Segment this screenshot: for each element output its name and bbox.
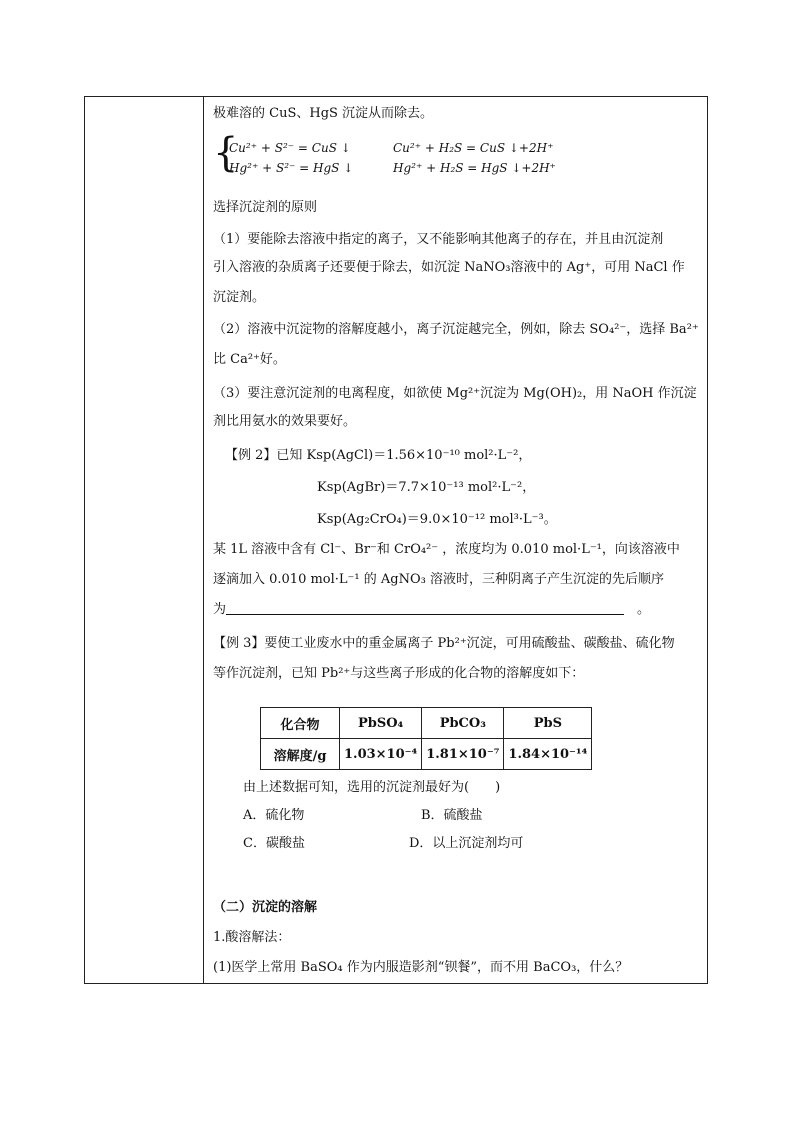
- lesson-table: [84, 96, 708, 984]
- option-d[interactable]: D．以上沉淀剂均可: [409, 836, 524, 851]
- section-title: （二）沉淀的溶解: [213, 900, 318, 915]
- example2-line4: 某 1L 溶液中含有 Cl⁻、Br⁻和 CrO₄²⁻ ，浓度均为 0.010 mol·L⁻¹，向该溶液中: [213, 542, 680, 557]
- example3-line2: 等作沉淀剂，已知 Pb²⁺与这些离子形成的化合物的溶解度如下：: [213, 666, 585, 681]
- example2-line6: [213, 601, 650, 619]
- table-cell: 1.81×10⁻⁷: [422, 739, 504, 770]
- question-text: 由上述数据可知，选用的沉淀剂最好为( ): [243, 780, 501, 795]
- principle-line: 剂比用氨水的效果要好。: [213, 414, 357, 429]
- example2-line1: 【例 2】已知 Ksp(AgCl)＝1.56×10⁻¹⁰ mol²·L⁻²，: [225, 448, 532, 463]
- option-c[interactable]: C．碳酸盐: [243, 836, 305, 851]
- equation-brace: {: [213, 130, 239, 176]
- principle-line: 引入溶液的杂质离子还要便于除去，如沉淀 NaNO₃溶液中的 Ag⁺，可用 NaCl 作: [213, 260, 685, 275]
- principle-title: 选择沉淀剂的原则: [213, 200, 318, 215]
- equation-row1-right: Cu²⁺ + H₂S = CuS ↓+2H⁺: [393, 141, 554, 155]
- intro-line: 极难溶的 CuS、HgS 沉淀从而除去。: [213, 106, 434, 121]
- principle-line: 沉淀剂。: [213, 290, 266, 305]
- example2-line5: 逐滴加入 0.010 mol·L⁻¹ 的 AgNO₃ 溶液时，三种阴离子产生沉淀的先后顺序: [213, 572, 664, 587]
- answer-prefix: 为: [213, 602, 227, 617]
- table-row: [261, 708, 592, 739]
- content-cell: [213, 97, 697, 983]
- answer-blank[interactable]: [226, 602, 624, 615]
- equation-row1-left: Cu²⁺ + S²⁻ = CuS ↓: [229, 141, 351, 155]
- table-cell: 1.84×10⁻¹⁴: [504, 739, 592, 770]
- method-question: (1)医学上常用 BaSO₄ 作为内服造影剂“钡餐”，而不用 BaCO₃，什么？: [213, 960, 629, 975]
- principle-line: （1）要能除去溶液中指定的离子，又不能影响其他离子的存在，并且由沉淀剂: [213, 232, 664, 247]
- table-cell: 溶解度/g: [261, 739, 340, 770]
- principle-line: （3）要注意沉淀剂的电离程度，如欲使 Mg²⁺沉淀为 Mg(OH)₂，用 NaOH 作沉淀: [213, 386, 697, 401]
- left-column-cell: [85, 97, 204, 983]
- principle-line: （2）溶液中沉淀物的溶解度越小，离子沉淀越完全，例如，除去 SO₄²⁻，选择 Ba²⁺: [213, 322, 699, 337]
- solubility-table: [260, 707, 592, 770]
- equation-row2-right: Hg²⁺ + H₂S = HgS ↓+2H⁺: [393, 161, 556, 175]
- table-cell: 化合物: [261, 708, 340, 739]
- example3-line1: 【例 3】要使工业废水中的重金属离子 Pb²⁺沉淀，可用硫酸盐、碳酸盐、硫化物: [213, 636, 675, 651]
- table-cell: PbCO₃: [422, 708, 504, 739]
- option-b[interactable]: B．硫酸盐: [421, 808, 483, 823]
- example2-line2: Ksp(AgBr)＝7.7×10⁻¹³ mol²·L⁻²，: [317, 480, 536, 495]
- answer-suffix: 。: [637, 602, 651, 617]
- table-cell: PbSO₄: [340, 708, 422, 739]
- example2-line3: Ksp(Ag₂CrO₄)＝9.0×10⁻¹² mol³·L⁻³。: [317, 512, 557, 527]
- principle-line: 比 Ca²⁺好。: [213, 352, 286, 367]
- equation-row2-left: Hg²⁺ + S²⁻ = HgS ↓: [229, 161, 354, 175]
- table-cell: PbS: [504, 708, 592, 739]
- table-row: [261, 739, 592, 770]
- option-a[interactable]: A．硫化物: [243, 808, 305, 823]
- table-cell: 1.03×10⁻⁴: [340, 739, 422, 770]
- method-title: 1.酸溶解法：: [213, 930, 291, 945]
